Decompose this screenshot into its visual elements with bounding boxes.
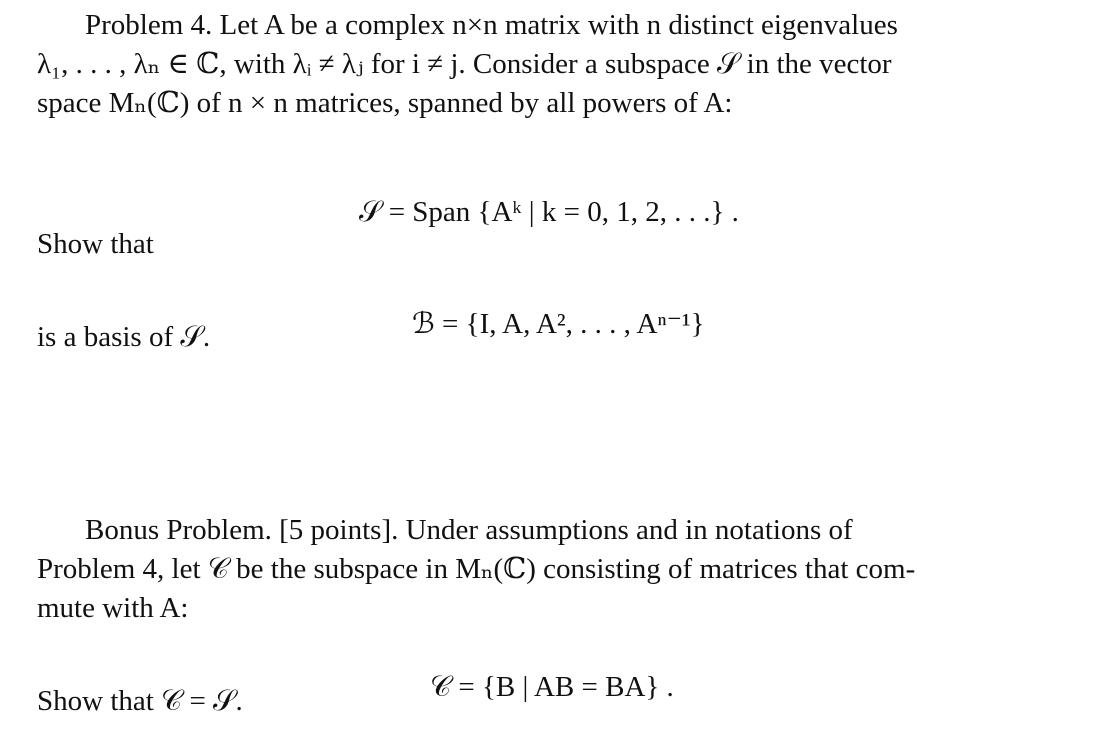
bonus-line2 [37, 550, 1071, 588]
bonus-show-that-text: Show that 𝒞 = 𝒮. [37, 685, 243, 717]
bonus-heading-text: Bonus Problem. [5 points]. Under assumptions and in notations of [85, 514, 853, 546]
problem4-line3-text: space Mₙ(ℂ) of n × n matrices, spanned by all powers of A: [37, 87, 733, 119]
equation-basis-text: ℬ = {I, A, A², . . . , Aⁿ⁻¹} [412, 308, 705, 340]
problem4-line1 [37, 6, 1094, 44]
equation-commute-text: 𝒞 = {B | AB = BA} . [430, 671, 674, 703]
bonus-line1 [37, 511, 1094, 549]
problem4-line3 [37, 84, 1071, 122]
equation-span-text: 𝒮 = Span {Aᵏ | k = 0, 1, 2, . . .} . [359, 196, 739, 228]
problem4-line2 [37, 45, 1071, 83]
show-that-line [37, 225, 1071, 263]
is-basis-text: is a basis of 𝒮. [37, 321, 211, 353]
bonus-show-that-line [37, 682, 1071, 720]
problem4-line2-text: λ₁, . . . , λₙ ∈ ℂ, with λᵢ ≠ λⱼ for i ≠ j. Consider a subspace 𝒮 in the vector [37, 48, 892, 80]
bonus-line3 [37, 589, 1071, 627]
show-that-text: Show that [37, 228, 154, 260]
is-basis-line [37, 318, 1071, 356]
bonus-line3-text: mute with A: [37, 592, 189, 624]
problem4-heading-text: Problem 4. Let A be a complex n×n matrix with n distinct eigenvalues [85, 9, 898, 41]
bonus-line2-text: Problem 4, let 𝒞 be the subspace in Mₙ(ℂ) consisting of matrices that com- [37, 553, 916, 585]
